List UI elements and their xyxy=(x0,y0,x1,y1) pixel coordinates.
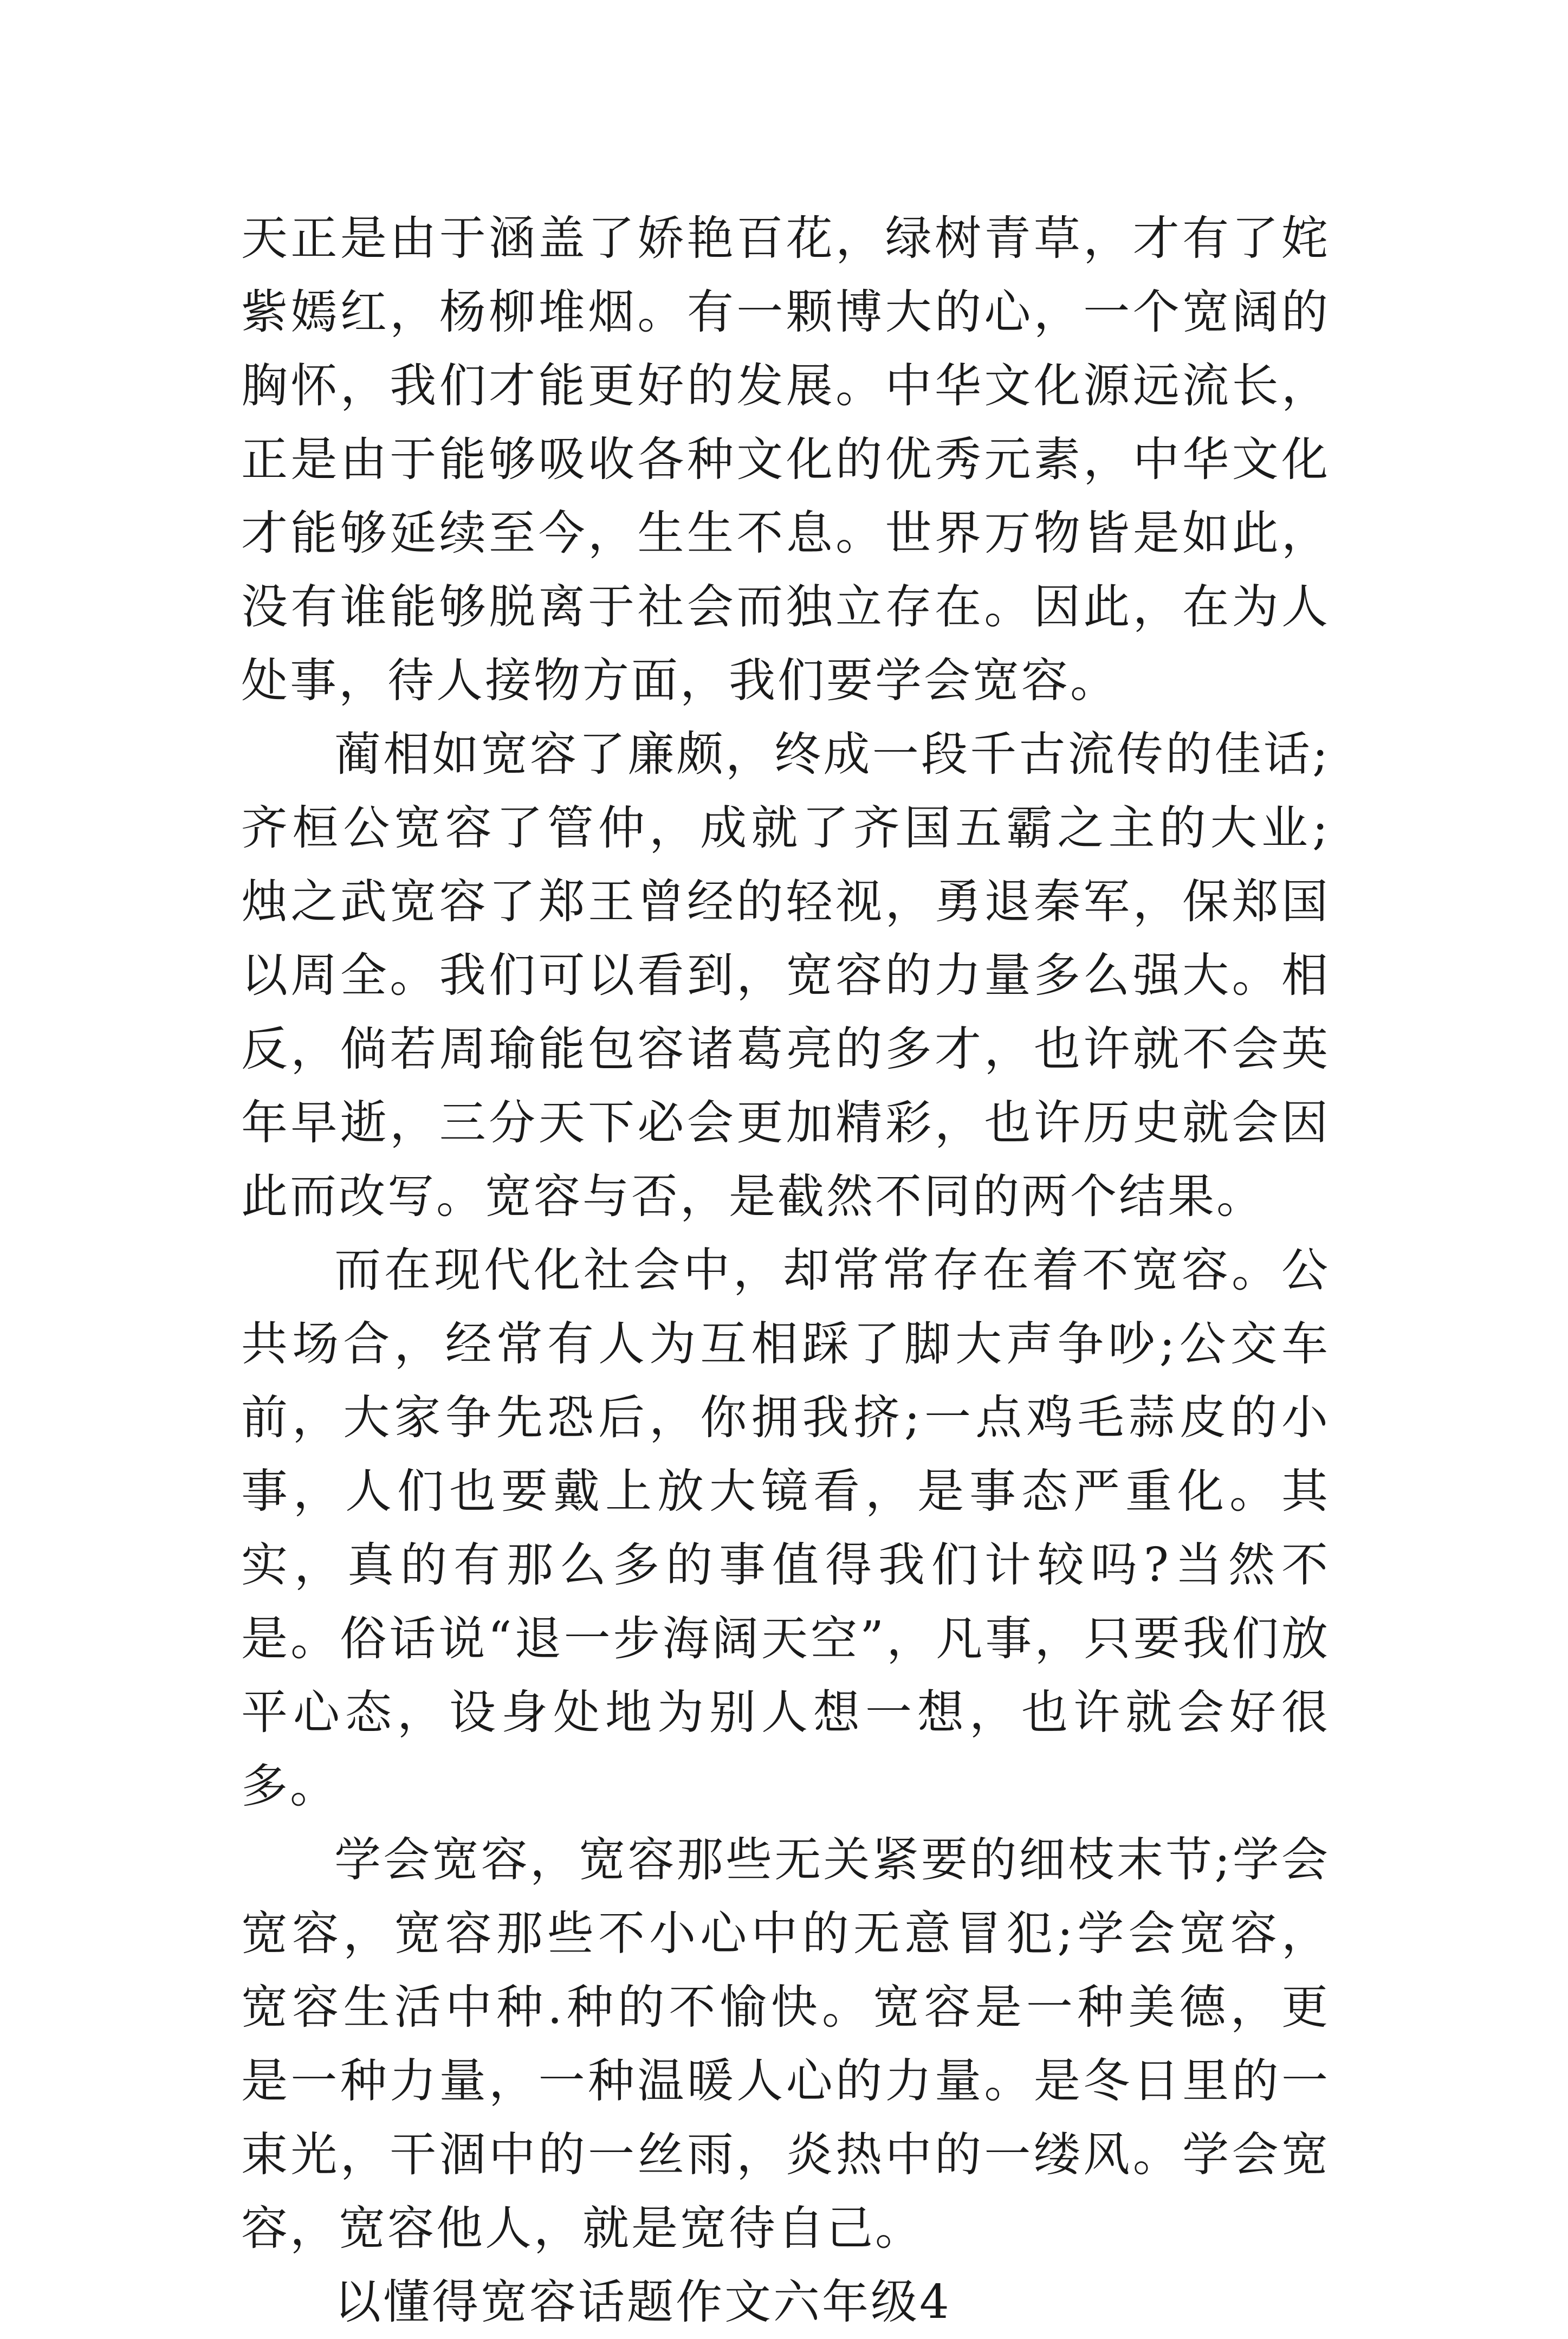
paragraph: 天正是由于涵盖了娇艳百花，绿树青草，才有了姹紫嫣红，杨柳堆烟。有一颗博大的心，一个宽阔的胸怀，我们才能更好的发展。中华文化源远流长，正是由于能够吸收各种文化的优秀元素，中华文化才能够延续至今，生生不息。世界万物皆是如此，没有谁能够脱离于社会而独立存在。因此，在为人处事，待人接物方面，我们要学会宽容。 xyxy=(241,211,1330,708)
section-heading: 以懂得宽容话题作文六年级4 xyxy=(334,2275,951,2329)
paragraph: 蔺相如宽容了廉颇，终成一段千古流传的佳话;齐桓公宽容了管仲，成就了齐国五霸之主的大业;烛之武宽容了郑王曾经的轻视，勇退秦军，保郑国以周全。我们可以看到，宽容的力量多么强大。相反，倘若周瑜能包容诸葛亮的多才，也许就不会英年早逝，三分天下必会更加精彩，也许历史就会因此而改写。宽容与否，是截然不同的两个结果。 xyxy=(241,727,1330,1224)
document-body xyxy=(241,202,1330,2339)
paragraph: 学会宽容，宽容那些无关紧要的细枝末节;学会宽容，宽容那些不小心中的无意冒犯;学会宽容，宽容生活中种.种的不愉快。宽容是一种美德，更是一种力量，一种温暖人心的力量。是冬日里的一束光，干涸中的一丝雨，炎热中的一缕风。学会宽容，宽容他人，就是宽待自己。 xyxy=(241,1833,1330,2256)
paragraph: 而在现代化社会中，却常常存在着不宽容。公共场合，经常有人为互相踩了脚大声争吵;公交车前，大家争先恐后，你拥我挤;一点鸡毛蒜皮的小事，人们也要戴上放大镜看，是事态严重化。其实，真的有那么多的事值得我们计较吗?当然不是。俗话说“退一步海阔天空”，凡事，只要我们放平心态，设身处地为别人想一想，也许就会好很多。 xyxy=(241,1243,1330,1813)
